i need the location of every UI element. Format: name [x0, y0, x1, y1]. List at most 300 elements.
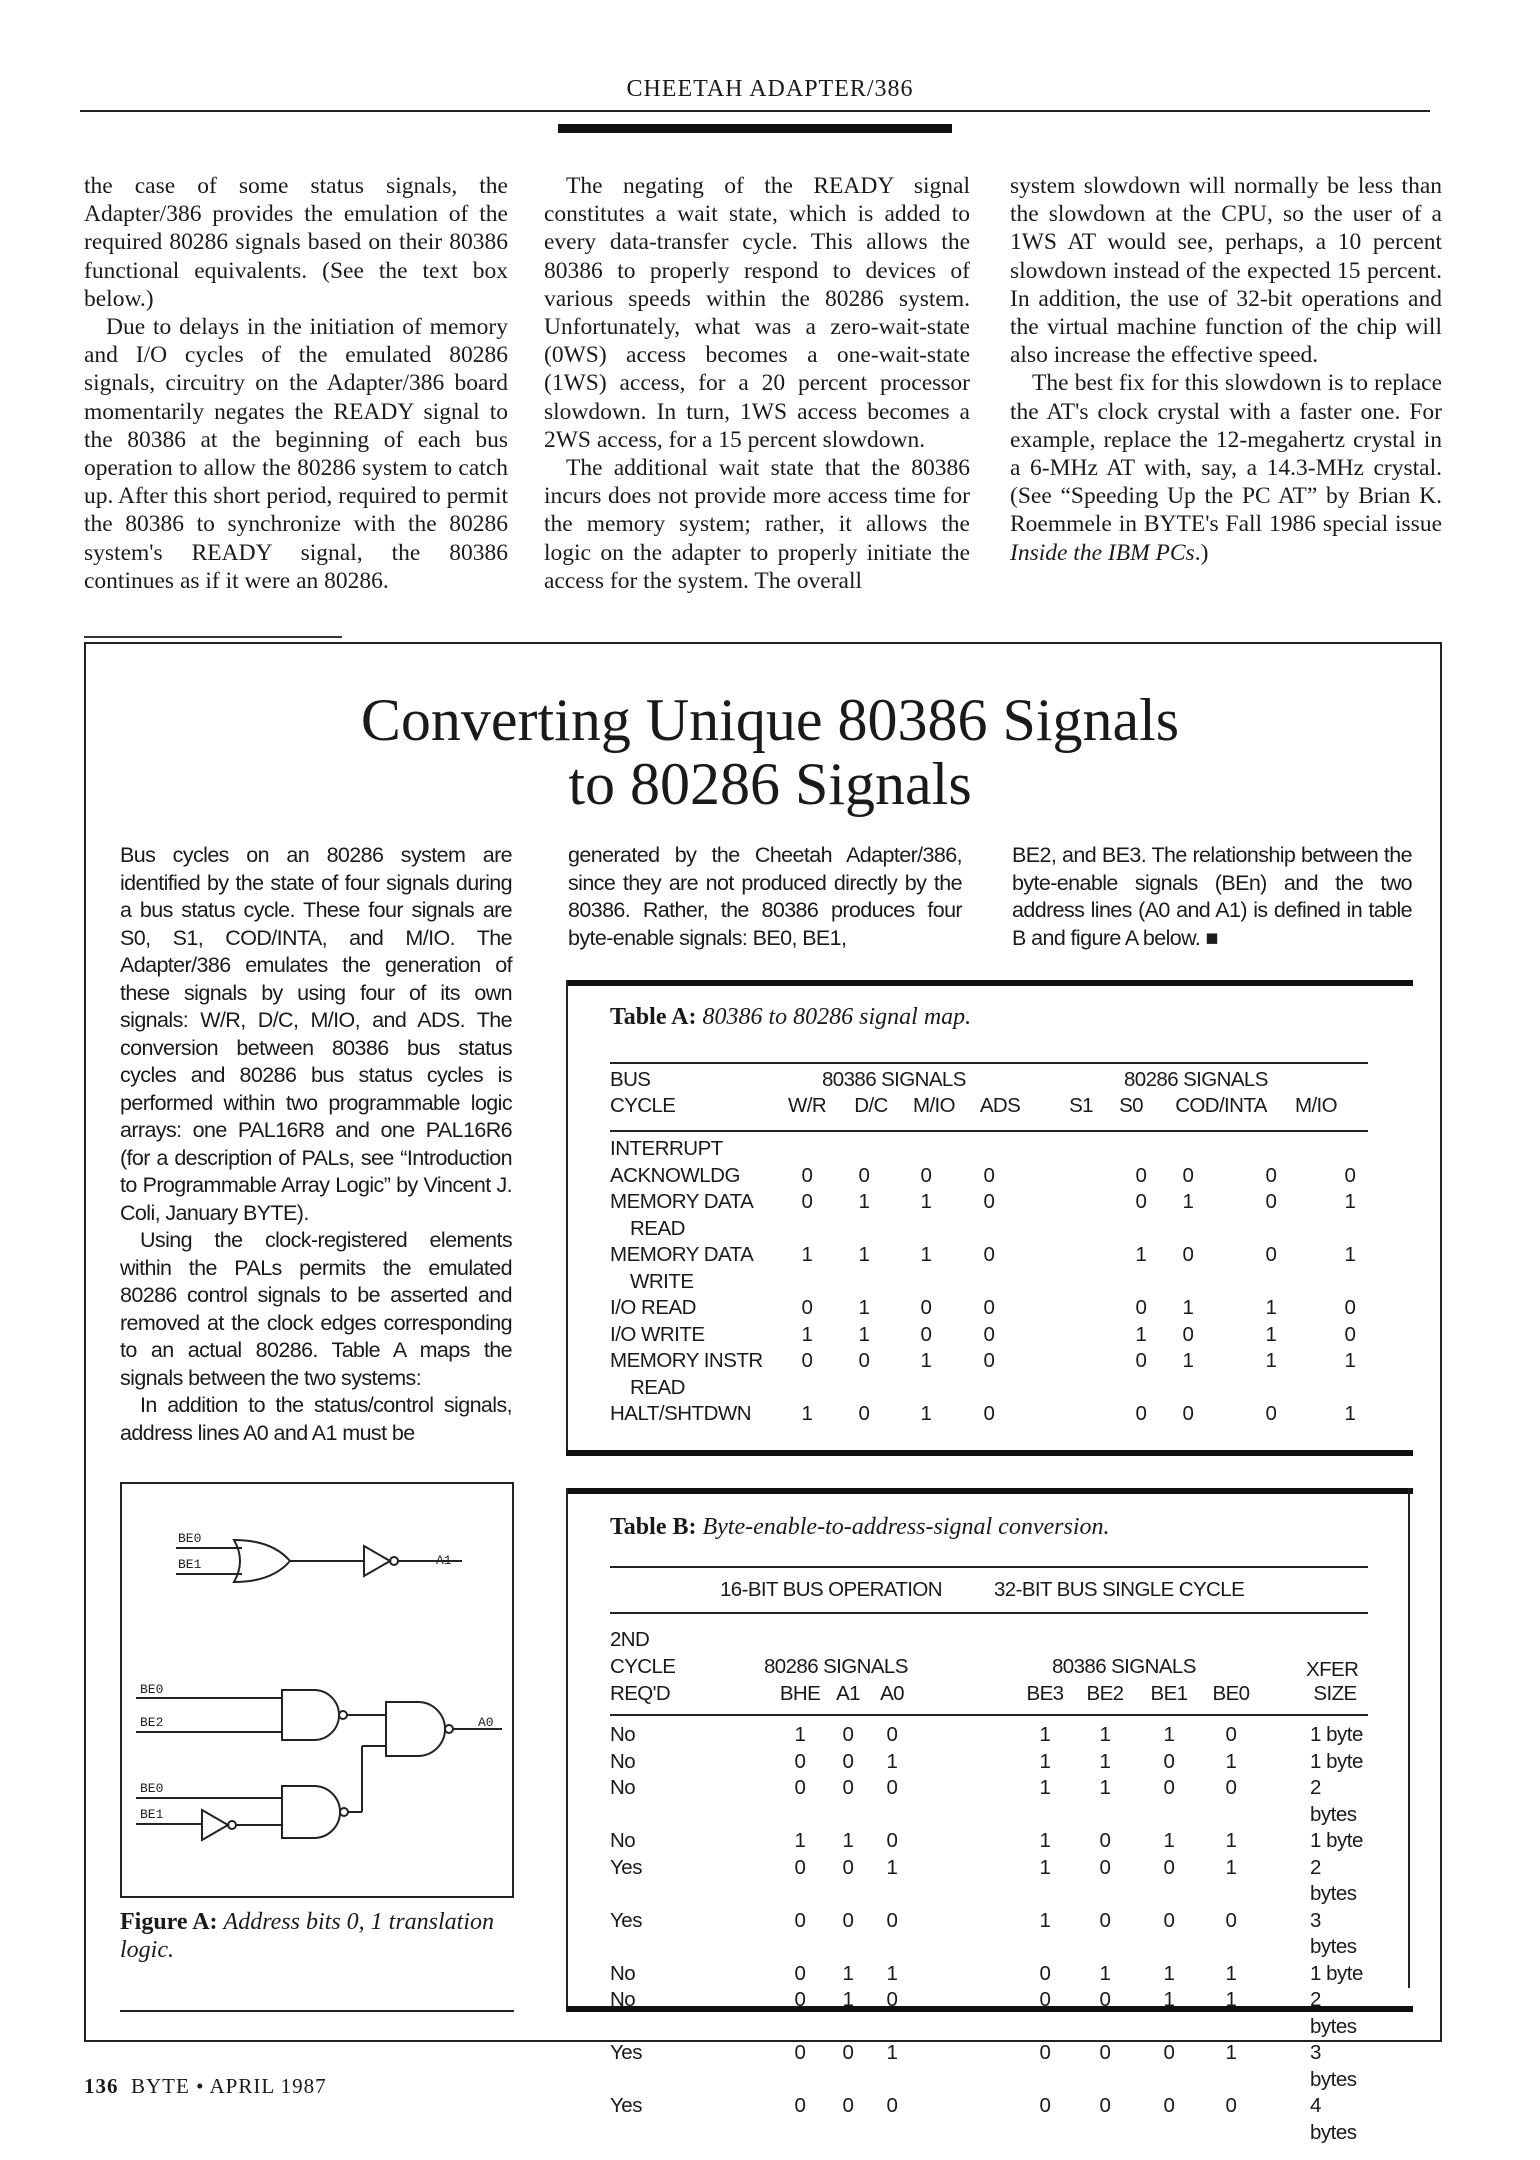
logic-diagram — [122, 1484, 512, 1896]
spacer-cell — [1210, 1375, 1332, 1402]
table-cell: 2 bytes — [1310, 1855, 1357, 1905]
table-a-left-border — [566, 980, 568, 1454]
table-cell: 0 — [983, 1322, 995, 1346]
table-cell: 0 — [983, 1163, 995, 1187]
table-cell: 1 — [842, 1988, 854, 2011]
header-bar — [558, 124, 952, 133]
table-a-col-mio: M/IO — [912, 1094, 955, 1117]
spacer-cell — [908, 1961, 1018, 1988]
table-cell: 1 — [1225, 1961, 1237, 1985]
table-b-header-2nd: 2ND — [610, 1628, 650, 1651]
spacer-cell — [896, 1216, 956, 1243]
row-label: Yes — [610, 2094, 642, 2117]
table-cell: 1 — [1344, 1243, 1356, 1266]
table-row — [610, 1216, 1368, 1243]
table-cell: 1 — [858, 1296, 870, 1319]
label-be0: BE0 — [140, 1781, 164, 1796]
nand-bubble — [445, 1725, 453, 1733]
table-row — [610, 1163, 1368, 1190]
row-label: ACKNOWLDG — [610, 1163, 740, 1187]
sidebar-title-line: Converting Unique 80386 Signals — [360, 687, 1180, 753]
table-cell: 0 — [794, 2094, 806, 2117]
table-cell: 0 — [842, 1855, 854, 1879]
table-b-col-be3: BE3 — [1026, 1682, 1064, 1705]
table-a-body — [610, 1136, 1368, 1428]
table-row — [610, 1828, 1368, 1855]
table-cell: 1 — [1265, 1349, 1277, 1372]
spacer-cell — [1022, 1322, 1116, 1349]
spacer-cell — [956, 1216, 1022, 1243]
row-label: WRITE — [630, 1269, 694, 1293]
row-label: No — [610, 1776, 636, 1799]
table-cell: 1 — [1039, 1776, 1051, 1799]
table-cell: 1 — [886, 1855, 898, 1879]
spacer-cell — [1332, 1269, 1368, 1296]
table-a-rule — [610, 1062, 1368, 1064]
table-cell: 1 — [1265, 1322, 1277, 1346]
and-gate-icon — [386, 1702, 445, 1756]
table-cell: 0 — [794, 1961, 806, 1985]
table-cell: 0 — [886, 2094, 898, 2117]
sidebar-title — [0, 688, 1540, 816]
table-a-bottom-bar — [566, 1450, 1413, 1456]
inverter-icon — [202, 1810, 228, 1840]
table-cell: 0 — [1099, 1908, 1111, 1932]
article-column-2 — [544, 172, 970, 595]
spacer-cell — [908, 1908, 1018, 1961]
spacer-cell — [896, 1269, 956, 1296]
spacer-cell — [908, 1828, 1018, 1855]
table-cell: 1 — [1225, 2041, 1237, 2064]
table-cell: 1 — [886, 1749, 898, 1773]
table-cell: 0 — [1135, 1402, 1147, 1425]
sidebar-column-3 — [1012, 842, 1412, 952]
spacer-cell — [832, 1375, 896, 1402]
table-cell: 0 — [1344, 1322, 1356, 1346]
page-number: 136 — [84, 2074, 119, 2098]
table-cell: 0 — [794, 1988, 806, 2011]
spacer-cell — [1132, 1908, 1142, 1961]
table-cell: 0 — [983, 1296, 995, 1319]
spacer-cell — [1022, 1216, 1116, 1243]
spacer-cell — [908, 1749, 1018, 1776]
table-cell: 1 — [886, 2041, 898, 2064]
figure-rule — [120, 2010, 514, 2012]
spacer-cell — [1132, 2093, 1142, 2146]
table-cell: 0 — [794, 1776, 806, 1799]
issue-title: Inside the IBM PCs — [1010, 539, 1195, 566]
spacer-cell — [1132, 1855, 1142, 1908]
table-cell: 1 — [1039, 1908, 1051, 1932]
caption-text: Byte-enable-to-address-signal conversion. — [702, 1514, 1110, 1540]
caption-text: 80386 to 80286 signal map. — [702, 1004, 972, 1030]
table-cell: 1 — [1182, 1296, 1194, 1319]
table-cell: 0 — [1225, 1908, 1237, 1932]
spacer-cell — [1332, 1216, 1368, 1243]
table-cell: 0 — [842, 2094, 854, 2117]
table-cell: 1 — [1039, 1855, 1051, 1879]
spacer-cell — [1166, 1216, 1210, 1243]
spacer-cell — [1264, 1749, 1304, 1776]
table-cell: 0 — [1182, 1163, 1194, 1187]
footer-text: BYTE • APRIL 1987 — [131, 2074, 327, 2098]
table-cell: 0 — [1265, 1402, 1277, 1425]
spacer-cell — [1022, 1163, 1116, 1190]
spacer-cell — [1116, 1269, 1166, 1296]
spacer-cell — [864, 1987, 876, 2040]
table-row — [610, 1908, 1368, 1961]
article-column-3 — [1010, 172, 1442, 567]
caption-label: Table A: — [610, 1004, 697, 1030]
paragraph: The negating of the READY signal constitutes a wait state, which is added to every data-transfer cycle. This allows the 80386 to properly respond to devices of various speeds within the 80286 system. Unfortunately, what was a zero-wait-state (0WS) access becomes a one-wait-state (1WS) access, for a 20 percent processor slowdown. In turn, 1WS access becomes a 2WS access, for a 15 percent slowdown. — [544, 173, 970, 453]
spacer-cell — [1022, 1295, 1116, 1322]
nand-bubble — [339, 1711, 347, 1719]
label-be0: BE0 — [178, 1531, 202, 1546]
paragraph: The additional wait state that the 80386 incurs does not provide more access time for the memory system; rather, it allows the logic on the adapter to properly initiate the access for the system. The overall — [544, 455, 970, 594]
spacer-cell — [1264, 2093, 1304, 2146]
table-row — [610, 1775, 1368, 1828]
spacer-cell — [908, 2093, 1018, 2146]
table-cell: 0 — [983, 1402, 995, 1425]
table-cell: 0 — [886, 1988, 898, 2011]
table-row — [610, 2040, 1368, 2093]
table-cell: 0 — [983, 1349, 995, 1372]
table-b-col-a1: A1 — [836, 1682, 860, 1705]
table-cell: 0 — [794, 1908, 806, 1932]
table-b-header-cycle: CYCLE — [610, 1655, 676, 1678]
table-cell: 0 — [1099, 2094, 1111, 2117]
table-cell: 0 — [1182, 1322, 1194, 1346]
spacer-cell — [1132, 1828, 1142, 1855]
spacer-cell — [1132, 1722, 1142, 1749]
table-b-caption — [610, 1514, 1110, 1541]
table-cell: 1 — [1099, 1961, 1111, 1985]
paragraph-text: The best fix for this slowdown is to replace the AT's clock crystal with a faster one. For example, replace the 12-megahertz crystal in a 6-MHz AT with, say, a 14.3-MHz crystal. (See “Speeding Up the PC AT” by Brian K. Roemmele in BYTE's Fall 1986 special issue — [1010, 370, 1442, 538]
table-b-col-be0: BE0 — [1212, 1682, 1250, 1705]
table-cell: 1 — [1099, 1776, 1111, 1799]
spacer-cell — [1022, 1136, 1116, 1163]
table-cell: 0 — [983, 1243, 995, 1266]
spacer-cell — [782, 1216, 832, 1243]
spacer-cell — [1132, 2040, 1142, 2093]
table-row — [610, 1136, 1368, 1163]
spacer-cell — [864, 2040, 876, 2093]
spacer-cell — [832, 1269, 896, 1296]
table-cell: 1 — [794, 1829, 806, 1852]
row-label: HALT/SHTDWN — [610, 1402, 752, 1425]
table-cell: 1 — [1225, 1988, 1237, 2011]
sidebar-title-line: to 80286 Signals — [568, 751, 972, 817]
caption-text: Address bits 0, 1 translation logic. — [120, 1909, 495, 1963]
spacer-cell — [864, 1722, 876, 1749]
spacer-cell — [1264, 1855, 1304, 1908]
table-cell: 1 — [1039, 1749, 1051, 1773]
table-row — [610, 1961, 1368, 1988]
table-cell: 1 — [920, 1243, 932, 1266]
table-cell: 0 — [886, 1829, 898, 1852]
table-cell: 1 — [1135, 1243, 1147, 1266]
table-cell: 1 — [1163, 1988, 1175, 2011]
table-cell: 0 — [842, 1723, 854, 1746]
spacer-cell — [1116, 1136, 1166, 1163]
table-a-rule — [610, 1130, 1368, 1132]
label-be2: BE2 — [140, 1715, 164, 1730]
spacer-cell — [1132, 1961, 1142, 1988]
table-cell: 0 — [794, 1749, 806, 1773]
table-cell: 2 bytes — [1310, 1776, 1357, 1826]
table-cell: 1 — [1225, 1829, 1237, 1852]
paragraph: system slowdown will normally be less than the slowdown at the CPU, so the user of a 1WS AT would see, perhaps, a 10 percent slowdown instead of the expected 15 percent. In addition, the use of 32-bit operations and the virtual machine function of the chip will also increase the effective speed. — [1010, 173, 1442, 369]
table-a-col-cycle: CYCLE — [610, 1094, 676, 1117]
spacer-cell — [1022, 1269, 1116, 1296]
table-cell: 1 — [1135, 1322, 1147, 1346]
spacer-cell — [908, 1987, 1018, 2040]
table-cell: 0 — [886, 1776, 898, 1799]
table-cell: 0 — [1182, 1243, 1194, 1266]
table-b-rule — [610, 1612, 1368, 1614]
table-cell: 0 — [1039, 1988, 1051, 2011]
row-label: I/O READ — [610, 1296, 696, 1319]
table-b-span-32bit: 32-BIT BUS SINGLE CYCLE — [994, 1578, 1245, 1601]
table-cell: 0 — [1182, 1402, 1194, 1425]
table-cell: 0 — [1135, 1349, 1147, 1372]
table-cell: 1 — [886, 1961, 898, 1985]
table-cell: 0 — [1265, 1243, 1277, 1266]
figure-a-caption — [120, 1908, 510, 1964]
table-cell: 1 — [858, 1322, 870, 1346]
table-b-header-80286: 80286 SIGNALS — [764, 1655, 908, 1678]
table-a-col-ads: ADS — [979, 1094, 1021, 1117]
spacer-cell — [956, 1375, 1022, 1402]
table-cell: 1 — [1225, 1749, 1237, 1773]
label-be1: BE1 — [178, 1557, 202, 1572]
label-a1: A1 — [436, 1553, 452, 1568]
caption-label: Figure A: — [120, 1909, 218, 1935]
table-cell: 0 — [794, 1855, 806, 1879]
table-b-col-be1: BE1 — [1150, 1682, 1188, 1705]
table-row — [610, 1189, 1368, 1216]
table-cell: 1 — [1099, 1723, 1111, 1746]
table-cell: 1 byte — [1310, 1961, 1363, 1985]
table-b-body — [610, 1722, 1368, 2146]
table-cell: 0 — [1039, 1961, 1051, 1985]
table-cell: 0 — [1163, 2094, 1175, 2117]
table-a-caption — [610, 1004, 971, 1031]
spacer-cell — [864, 1828, 876, 1855]
table-cell: 0 — [920, 1163, 932, 1187]
label-be1: BE1 — [140, 1807, 164, 1822]
caption-label: Table B: — [610, 1514, 697, 1540]
table-cell: 0 — [1099, 2041, 1111, 2064]
table-cell: 0 — [1163, 1776, 1175, 1799]
table-cell: 0 — [801, 1163, 813, 1187]
table-row — [610, 1375, 1368, 1402]
spacer-cell — [864, 1908, 876, 1961]
table-b-top-bar — [566, 1488, 1413, 1494]
spacer-cell — [782, 1136, 832, 1163]
row-label: No — [610, 1988, 636, 2011]
spacer-cell — [896, 1136, 956, 1163]
table-row — [610, 1348, 1368, 1375]
spacer-cell — [896, 1375, 956, 1402]
table-cell: 0 — [1163, 1908, 1175, 1932]
table-cell: 0 — [1225, 1723, 1237, 1746]
table-cell: 1 — [858, 1243, 870, 1266]
table-a-col-wr: W/R — [787, 1094, 827, 1117]
table-cell: 0 — [1163, 1855, 1175, 1879]
label-be0: BE0 — [140, 1682, 164, 1697]
spacer-cell — [1264, 1775, 1304, 1828]
table-cell: 0 — [886, 1723, 898, 1746]
spacer-cell — [1332, 1375, 1368, 1402]
table-b-col-reqd: REQ'D — [610, 1682, 671, 1705]
row-label: Yes — [610, 1908, 642, 1932]
table-row — [610, 1295, 1368, 1322]
table-cell: 1 — [920, 1349, 932, 1372]
paragraph-text: .) — [1194, 539, 1209, 566]
table-row — [610, 1855, 1368, 1908]
spacer-cell — [1132, 1775, 1142, 1828]
table-cell: 0 — [1039, 2041, 1051, 2064]
footer — [84, 2074, 327, 2099]
table-row — [610, 1749, 1368, 1776]
table-a-col-codinta: COD/INTA — [1175, 1094, 1267, 1117]
spacer-cell — [864, 1961, 876, 1988]
spacer-cell — [1116, 1216, 1166, 1243]
table-b-header-80386: 80386 SIGNALS — [1052, 1655, 1196, 1678]
table-cell: 0 — [801, 1190, 813, 1213]
table-cell: 1 — [801, 1322, 813, 1346]
table-cell: 0 — [801, 1349, 813, 1372]
table-cell: 0 — [858, 1163, 870, 1187]
table-cell: 1 — [1099, 1749, 1111, 1773]
spacer-cell — [908, 1855, 1018, 1908]
spacer-cell — [1210, 1216, 1332, 1243]
table-cell: 1 — [1182, 1190, 1194, 1213]
table-cell: 1 byte — [1310, 1749, 1363, 1773]
row-label: No — [610, 1961, 636, 1985]
table-cell: 0 — [1225, 2094, 1237, 2117]
table-cell: 1 — [1039, 1829, 1051, 1852]
table-cell: 1 — [1344, 1402, 1356, 1425]
table-cell: 1 — [842, 1829, 854, 1852]
table-cell: 1 — [1182, 1349, 1194, 1372]
table-cell: 0 — [1135, 1190, 1147, 1213]
table-cell: 0 — [1265, 1163, 1277, 1187]
table-cell: 3 bytes — [1310, 1908, 1357, 1958]
table-cell: 0 — [920, 1322, 932, 1346]
table-cell: 0 — [1265, 1190, 1277, 1213]
table-cell: 0 — [1225, 1776, 1237, 1799]
paragraph — [1010, 369, 1442, 566]
row-label: No — [610, 1829, 636, 1852]
paragraph: Due to delays in the initiation of memory and I/O cycles of the emulated 80286 signals, circuitry on the Adapter/386 board momentarily negates the READY signal to the 80386 at the beginning of each bus operation to allow the 80286 system to catch up. After this short period, required to permit the 80386 to synchronize with the 80286 system's READY signal, the 80386 continues as if it were an 80286. — [84, 314, 508, 594]
table-a-header-80286: 80286 SIGNALS — [1124, 1068, 1268, 1091]
table-cell: 1 — [1225, 1855, 1237, 1879]
table-cell: 0 — [1344, 1163, 1356, 1187]
table-a-header-bus: BUS — [610, 1068, 651, 1091]
table-cell: 0 — [1099, 1829, 1111, 1852]
row-label: READ — [630, 1375, 685, 1399]
table-b-col-size: SIZE — [1313, 1682, 1357, 1705]
row-label: No — [610, 1723, 636, 1746]
table-row — [610, 1242, 1368, 1269]
spacer-cell — [864, 1855, 876, 1908]
running-head: CHEETAH ADAPTER/386 — [626, 76, 914, 102]
nand-bubble — [340, 1808, 348, 1816]
spacer-cell — [864, 1749, 876, 1776]
table-cell: 0 — [920, 1296, 932, 1319]
table-a-col-mio-286: M/IO — [1294, 1094, 1337, 1117]
spacer-cell — [1210, 1269, 1332, 1296]
table-cell: 0 — [1039, 2094, 1051, 2117]
label-a0: A0 — [478, 1715, 494, 1730]
row-label: INTERRUPT — [610, 1137, 723, 1160]
row-label: MEMORY DATA — [610, 1190, 754, 1213]
spacer-cell — [1332, 1136, 1368, 1163]
table-cell: 0 — [858, 1349, 870, 1372]
spacer-cell — [1264, 1961, 1304, 1988]
table-cell: 1 — [801, 1243, 813, 1266]
paragraph: Bus cycles on an 80286 system are identified by the state of four signals during a bus status cycle. These four signals are S0, S1, COD/INTA, and M/IO. The Adapter/386 emulates the generation of these signals by using four of its own signals: W/R, D/C, M/IO, and ADS. The conversion between 80386 bus status cycles and 80286 bus status cycles is performed within two programmable logic arrays: one PAL16R8 and one PAL16R6 (for a description of PALs, see “Introduction to Programmable Array Logic” by Vincent J. Coli, January BYTE). — [120, 843, 512, 1225]
table-cell: 0 — [794, 2041, 806, 2064]
row-label: MEMORY DATA — [610, 1243, 754, 1266]
row-label: I/O WRITE — [610, 1322, 705, 1346]
spacer-cell — [1022, 1375, 1116, 1402]
table-row — [610, 1269, 1368, 1296]
table-cell: 0 — [842, 1908, 854, 1932]
spacer-cell — [1264, 1908, 1304, 1961]
table-cell: 0 — [842, 1749, 854, 1773]
table-cell: 3 bytes — [1310, 2041, 1357, 2091]
table-cell: 2 bytes — [1310, 1988, 1357, 2038]
table-cell: 0 — [1163, 1749, 1175, 1773]
spacer-cell — [1022, 1189, 1116, 1216]
article-column-1 — [84, 172, 508, 595]
table-cell: 1 byte — [1310, 1829, 1363, 1852]
table-cell: 1 — [1344, 1190, 1356, 1213]
or-gate-icon — [234, 1540, 290, 1582]
table-cell: 1 byte — [1310, 1723, 1363, 1746]
spacer-cell — [1022, 1401, 1116, 1428]
table-cell: 1 — [842, 1961, 854, 1985]
spacer-cell — [1132, 1749, 1142, 1776]
sidebar-column-2 — [568, 842, 962, 952]
spacer-cell — [782, 1375, 832, 1402]
spacer-cell — [1210, 1136, 1332, 1163]
row-label: Yes — [610, 1855, 642, 1879]
spacer-cell — [832, 1216, 896, 1243]
column-rule — [84, 636, 342, 638]
table-cell: 1 — [1265, 1296, 1277, 1319]
paragraph: generated by the Cheetah Adapter/386, since they are not produced directly by the 80386. Rather, the 80386 produces four byte-enable signals: BE0, BE1, — [568, 843, 962, 950]
table-cell: 0 — [1163, 2041, 1175, 2064]
table-a-header-80386: 80386 SIGNALS — [822, 1068, 966, 1091]
table-b-col-be2: BE2 — [1086, 1682, 1124, 1705]
table-cell: 1 — [1163, 1723, 1175, 1746]
spacer-cell — [908, 1722, 1018, 1749]
table-row — [610, 1722, 1368, 1749]
table-cell: 1 — [858, 1190, 870, 1213]
spacer-cell — [908, 1775, 1018, 1828]
table-cell: 0 — [1135, 1163, 1147, 1187]
table-cell: 0 — [886, 1908, 898, 1932]
table-cell: 0 — [1099, 1855, 1111, 1879]
table-cell: 1 — [794, 1723, 806, 1746]
spacer-cell — [1264, 1828, 1304, 1855]
table-row — [610, 1401, 1368, 1428]
paragraph: In addition to the status/control signals, address lines A0 and A1 must be — [120, 1393, 512, 1445]
